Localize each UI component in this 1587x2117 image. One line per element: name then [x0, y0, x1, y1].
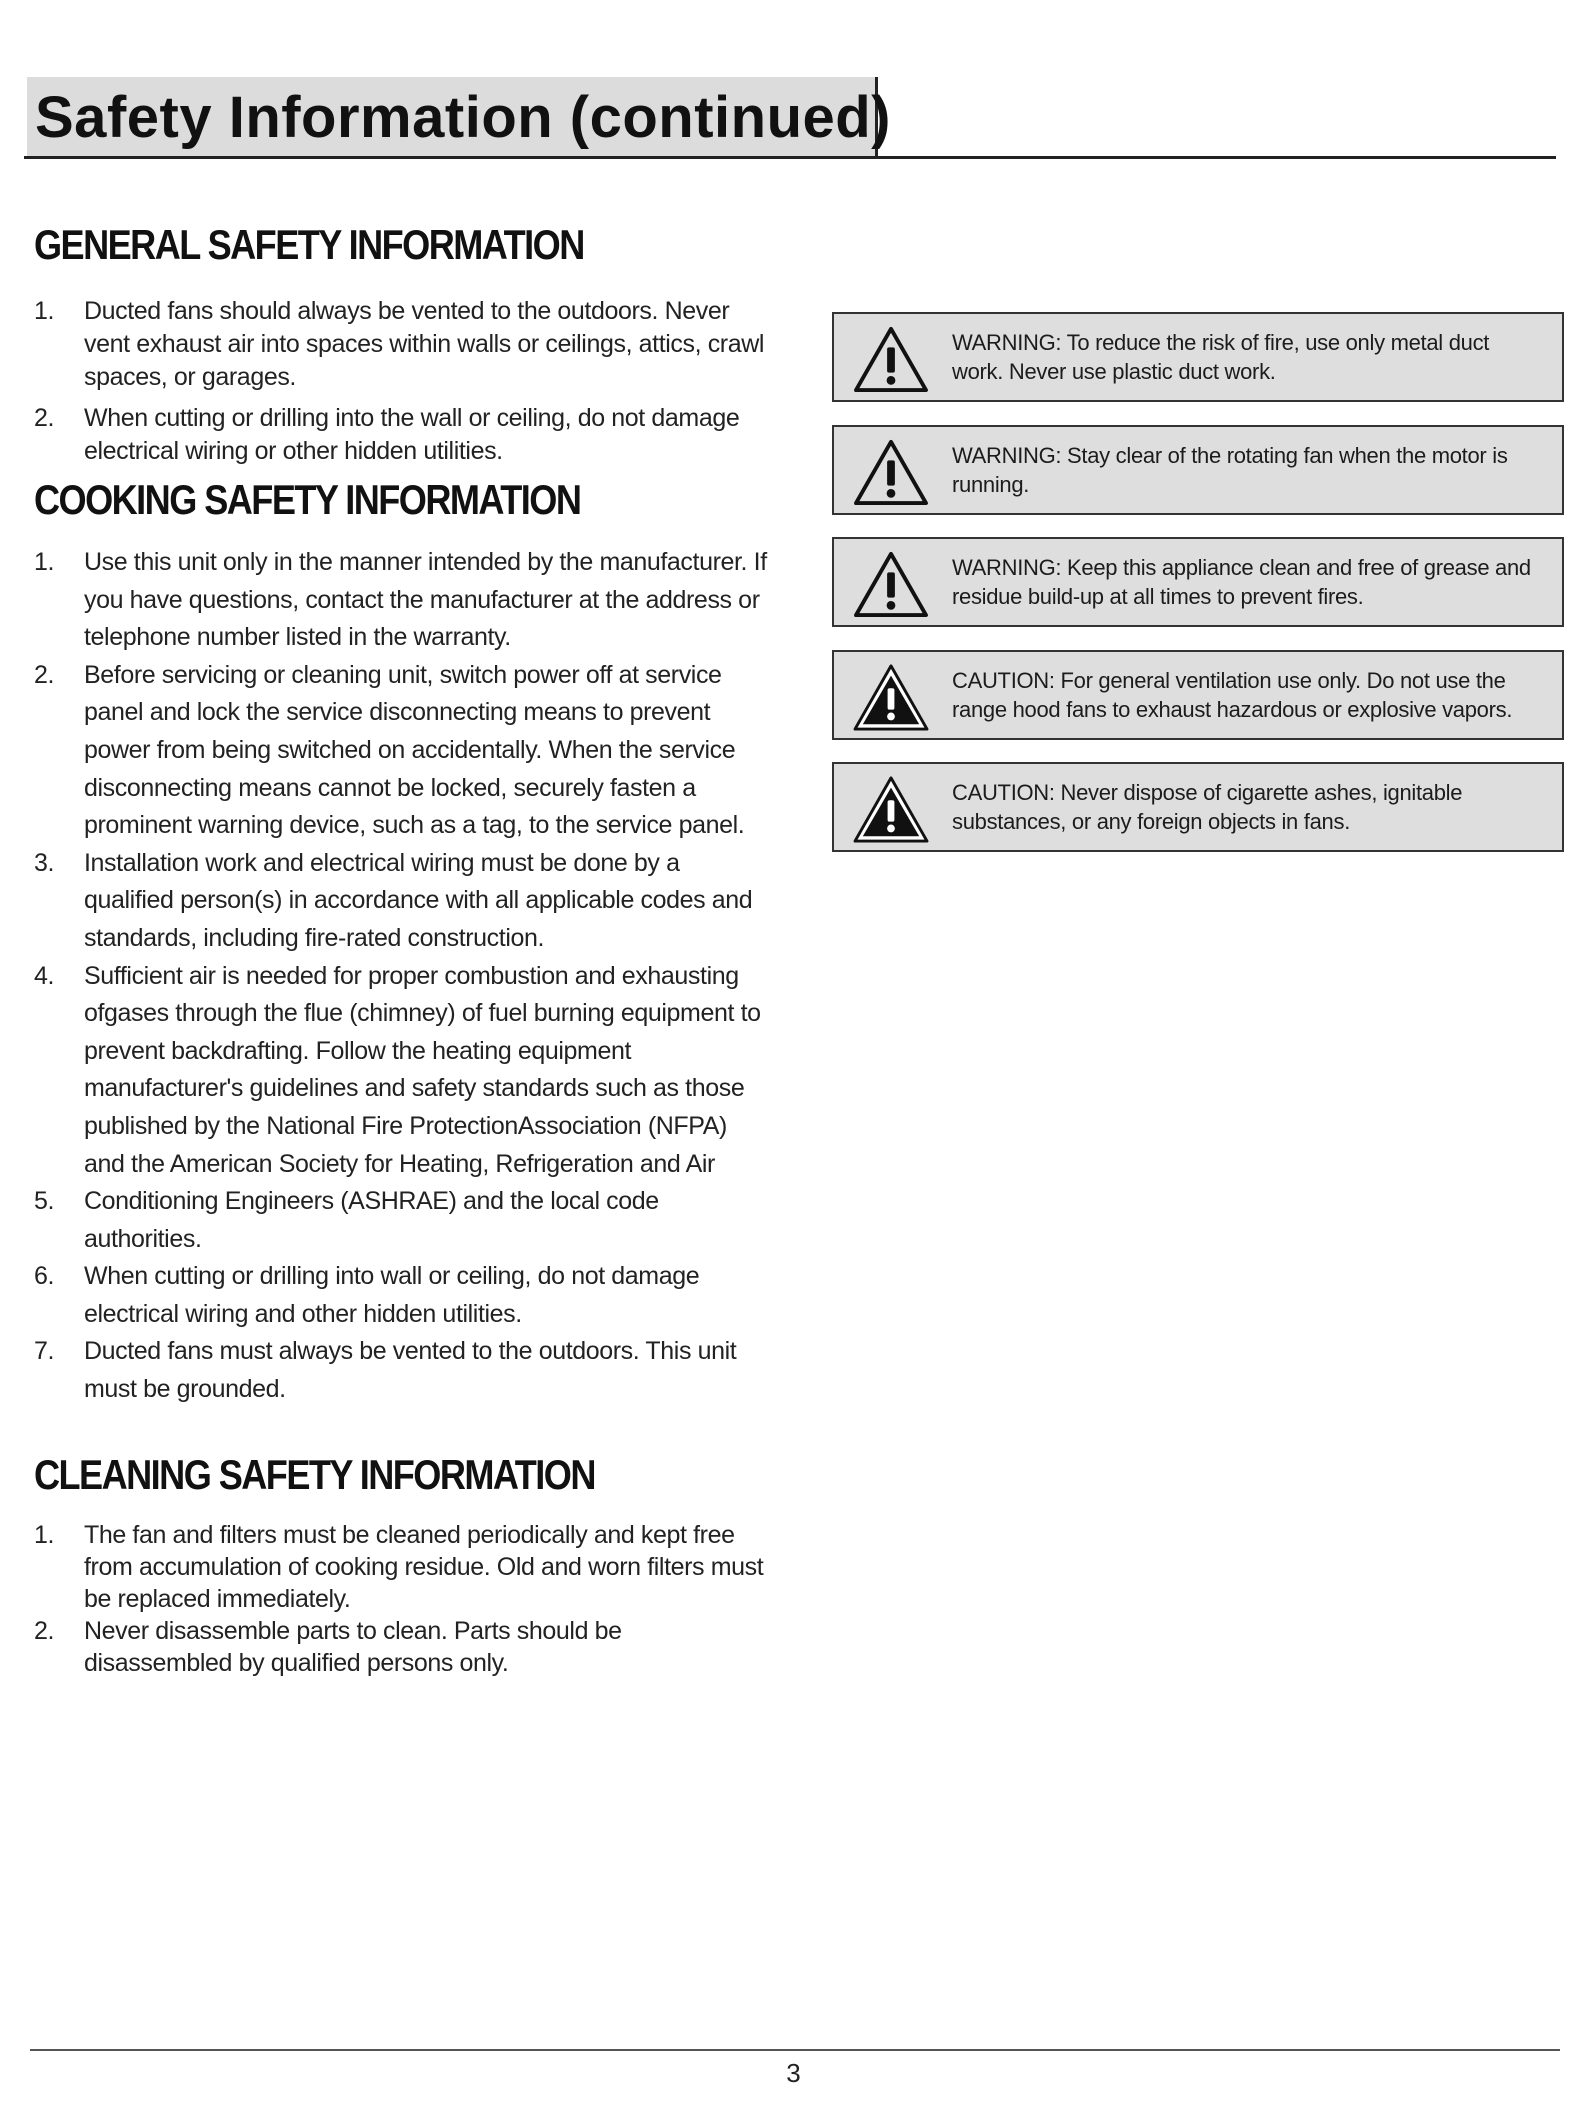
warning-box-rotating-fan — [832, 425, 1564, 515]
list-item — [34, 657, 769, 845]
list-item-text: Use this unit only in the manner intended by the manufacturer. If you have questions, contact the manufacturer at the address or telephone number listed in the warranty. — [84, 548, 767, 652]
caution-box-ventilation — [832, 650, 1564, 740]
list-item-text: Before servicing or cleaning unit, switch power off at service panel and lock the service disconnecting means to prevent power from being switched on accidentally. When the service disconnecting means cannot be locked, securely fasten a prominent warning device, such as a tag, to the service panel. — [84, 660, 745, 840]
list-item-number: 1. — [34, 548, 55, 576]
list-item-text: The fan and filters must be cleaned periodically and kept free from accumulation of cooking residue. Old and worn filters must be replaced immediately. — [84, 1520, 764, 1613]
left-column — [34, 215, 769, 1679]
list-item — [34, 1258, 769, 1333]
warning-text: WARNING: Stay clear of the rotating fan when the motor is running. — [952, 443, 1508, 497]
list-item — [34, 1615, 769, 1679]
cleaning-safety-heading: CLEANING SAFETY INFORMATION — [34, 1450, 595, 1498]
general-safety-list — [34, 295, 769, 468]
list-item-number: 1. — [34, 297, 55, 325]
list-item — [34, 544, 769, 657]
caution-box-foreign-objects — [832, 762, 1564, 852]
page-title: Safety Information (continued) — [35, 85, 891, 150]
caution-text: CAUTION: Never dispose of cigarette ashes, ignitable substances, or any foreign objects in fans. — [952, 780, 1463, 834]
page-number: 3 — [786, 2058, 801, 2088]
cleaning-safety-list — [34, 1519, 769, 1679]
list-item-text: When cutting or drilling into the wall or ceiling, do not damage electrical wiring or other hidden utilities. — [84, 404, 740, 465]
caution-triangle-icon — [852, 662, 930, 732]
warning-box-grease — [832, 537, 1564, 627]
list-item-text: Conditioning Engineers (ASHRAE) and the local code authorities. — [84, 1187, 659, 1253]
warning-triangle-icon — [852, 324, 930, 394]
list-item-number: 7. — [34, 1337, 55, 1366]
general-safety-section — [34, 215, 769, 468]
warning-triangle-icon — [852, 549, 930, 619]
list-item-number: 6. — [34, 1262, 55, 1291]
cooking-safety-section — [34, 470, 769, 1409]
cooking-safety-list — [34, 544, 769, 1409]
list-item-number: 2. — [34, 660, 55, 689]
list-item-number: 2. — [34, 404, 55, 432]
list-item-text: Installation work and electrical wiring must be done by a qualified person(s) in accordance with all applicable codes and standards, including fire-rated construction. — [84, 848, 753, 952]
footer-rule — [30, 2049, 1560, 2051]
list-item — [34, 295, 769, 394]
list-item — [34, 958, 769, 1184]
list-item — [34, 845, 769, 958]
general-safety-heading: GENERAL SAFETY INFORMATION — [34, 221, 584, 268]
list-item-text: When cutting or drilling into wall or ceiling, do not damage electrical wiring and other hidden utilities. — [84, 1262, 700, 1328]
warning-triangle-icon — [852, 437, 930, 507]
list-item-text: Ducted fans must always be vented to the outdoors. This unit must be grounded. — [84, 1337, 737, 1404]
warning-box-metal-duct — [832, 312, 1564, 402]
list-item-text: Never disassemble parts to clean. Parts should be disassembled by qualified persons only. — [84, 1616, 622, 1677]
list-item-number: 2. — [34, 1616, 55, 1645]
list-item-number: 1. — [34, 1520, 55, 1549]
title-underline — [24, 156, 1556, 159]
caution-triangle-icon — [852, 774, 930, 844]
list-item-text: Ducted fans should always be vented to the outdoors. Never vent exhaust air into spaces within walls or ceilings, attics, crawl spaces, or garages. — [84, 297, 765, 391]
list-item-number: 3. — [34, 848, 55, 877]
list-item-number: 5. — [34, 1187, 55, 1216]
warning-text: WARNING: Keep this appliance clean and free of grease and residue build-up at all times to prevent fires. — [952, 555, 1531, 609]
list-item — [34, 1333, 769, 1408]
cleaning-safety-section — [34, 1445, 769, 1679]
list-item — [34, 1519, 769, 1615]
list-item-number: 4. — [34, 961, 55, 990]
list-item-text: Sufficient air is needed for proper combustion and exhausting ofgases through the flue (chimney) of fuel burning equipment to prevent backdrafting. Follow the heating equipment manufacturer's guidelines and safety standards such as those published by the National Fire ProtectionAssociation (NFPA) and the American Society for Heating, Refrigeration and Air — [84, 961, 761, 1178]
cooking-safety-heading: COOKING SAFETY INFORMATION — [34, 476, 581, 523]
caution-text: CAUTION: For general ventilation use only. Do not use the range hood fans to exhaust hazardous or explosive vapors. — [952, 668, 1513, 722]
list-item — [34, 402, 769, 468]
list-item — [34, 1183, 769, 1258]
warning-text: WARNING: To reduce the risk of fire, use only metal duct work. Never use plastic duct work. — [952, 330, 1490, 384]
